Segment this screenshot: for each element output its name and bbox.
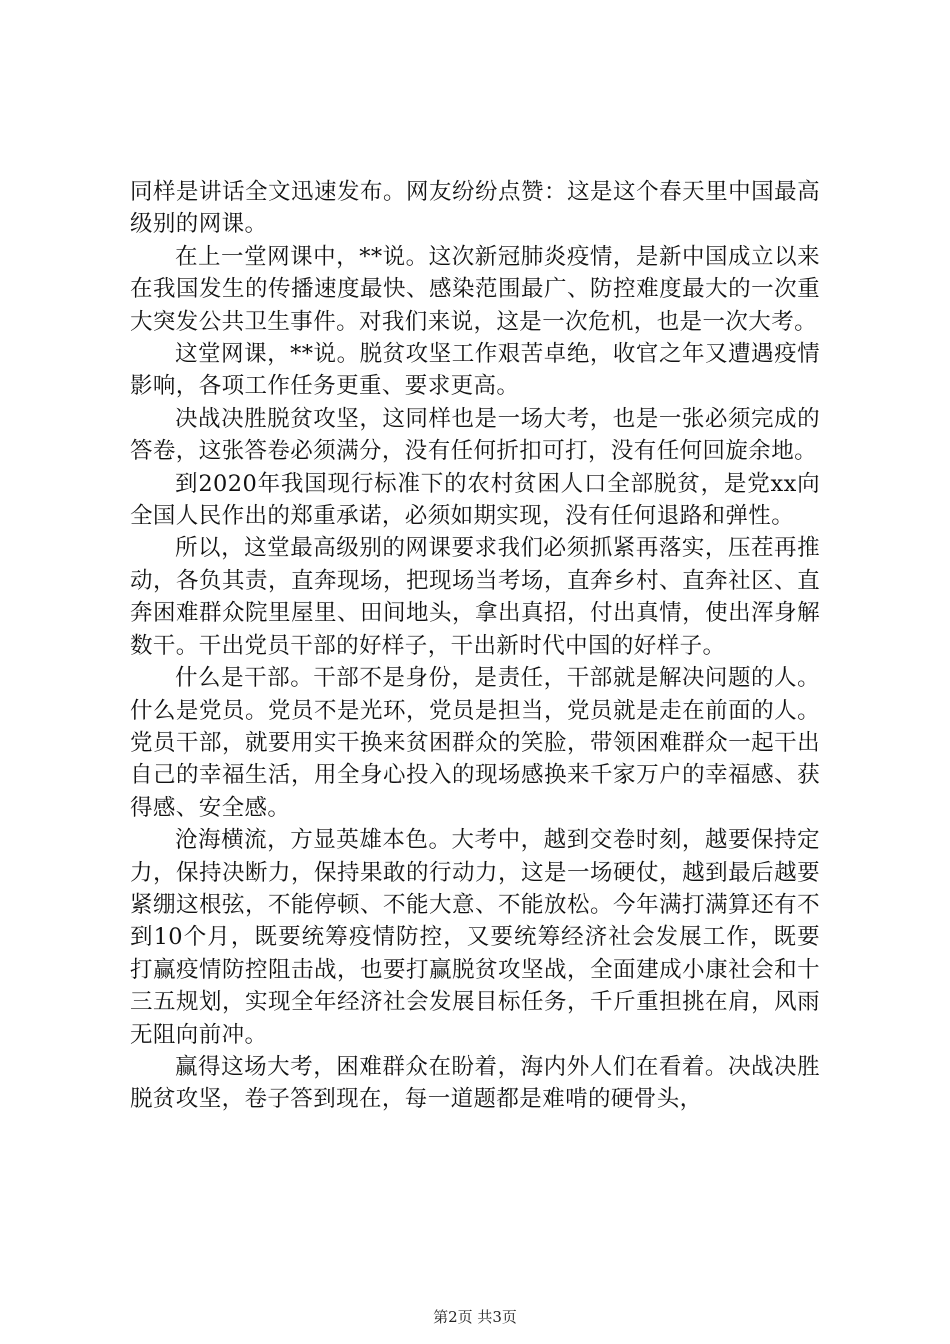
paragraph-1: 同样是讲话全文迅速发布。网友纷纷点赞：这是这个春天里中国最高级别的网课。 <box>130 179 820 238</box>
paragraph-4: 决战决胜脱贫攻坚，这同样也是一场大考，也是一张必须完成的答卷，这张答卷必须满分，没有任何折扣可打，没有任何回旋余地。 <box>130 405 820 465</box>
paragraph-2: 在上一堂网课中，**说。这次新冠肺炎疫情，是新中国成立以来在我国发生的传播速度最快、感染范围最广、防控难度最大的一次重大突发公共卫生事件。对我们来说，这是一次危机，也是一次大考。 <box>130 243 820 335</box>
paragraph-7: 什么是干部。干部不是身份，是责任，干部就是解决问题的人。什么是党员。党员不是光环，党员是担当，党员就是走在前面的人。党员干部，就要用实干换来贫困群众的笑脸，带领困难群众一起干出自己的幸福生活，用全身心投入的现场感换来千家万户的幸福感、获得感、安全感。 <box>130 665 820 821</box>
document-body <box>130 176 820 1116</box>
paragraph-5: 到2020年我国现行标准下的农村贫困人口全部脱贫，是党xx向全国人民作出的郑重承诺，必须如期实现，没有任何退路和弹性。 <box>130 470 820 530</box>
paragraph-9: 赢得这场大考，困难群众在盼着，海内外人们在看着。决战决胜脱贫攻坚，卷子答到现在，每一道题都是难啃的硬骨头， <box>130 1053 820 1113</box>
paragraph-3: 这堂网课，**说。脱贫攻坚工作艰苦卓绝，收官之年又遭遇疫情影响，各项工作任务更重、要求更高。 <box>130 341 820 400</box>
paragraph-6: 所以，这堂最高级别的网课要求我们必须抓紧再落实，压茬再推动，各负其责，直奔现场，把现场当考场，直奔乡村、直奔社区、直奔困难群众院里屋里、田间地头，拿出真招，付出真情，使出浑身解数干。干出党员干部的好样子，干出新时代中国的好样子。 <box>130 535 820 659</box>
page-number-footer: 第2页 共3页 <box>433 1308 517 1326</box>
paragraph-8: 沧海横流，方显英雄本色。大考中，越到交卷时刻，越要保持定力，保持决断力，保持果敢的行动力，这是一场硬仗，越到最后越要紧绷这根弦，不能停顿、不能大意、不能放松。今年满打满算还有不到10个月，既要统筹疫情防控，又要统筹经济社会发展工作，既要打赢疫情防控阻击战，也要打赢脱贫攻坚战，全面建成小康社会和十三五规划，实现全年经济社会发展目标任务，千斤重担挑在肩，风雨无阻向前冲。 <box>130 827 820 1048</box>
